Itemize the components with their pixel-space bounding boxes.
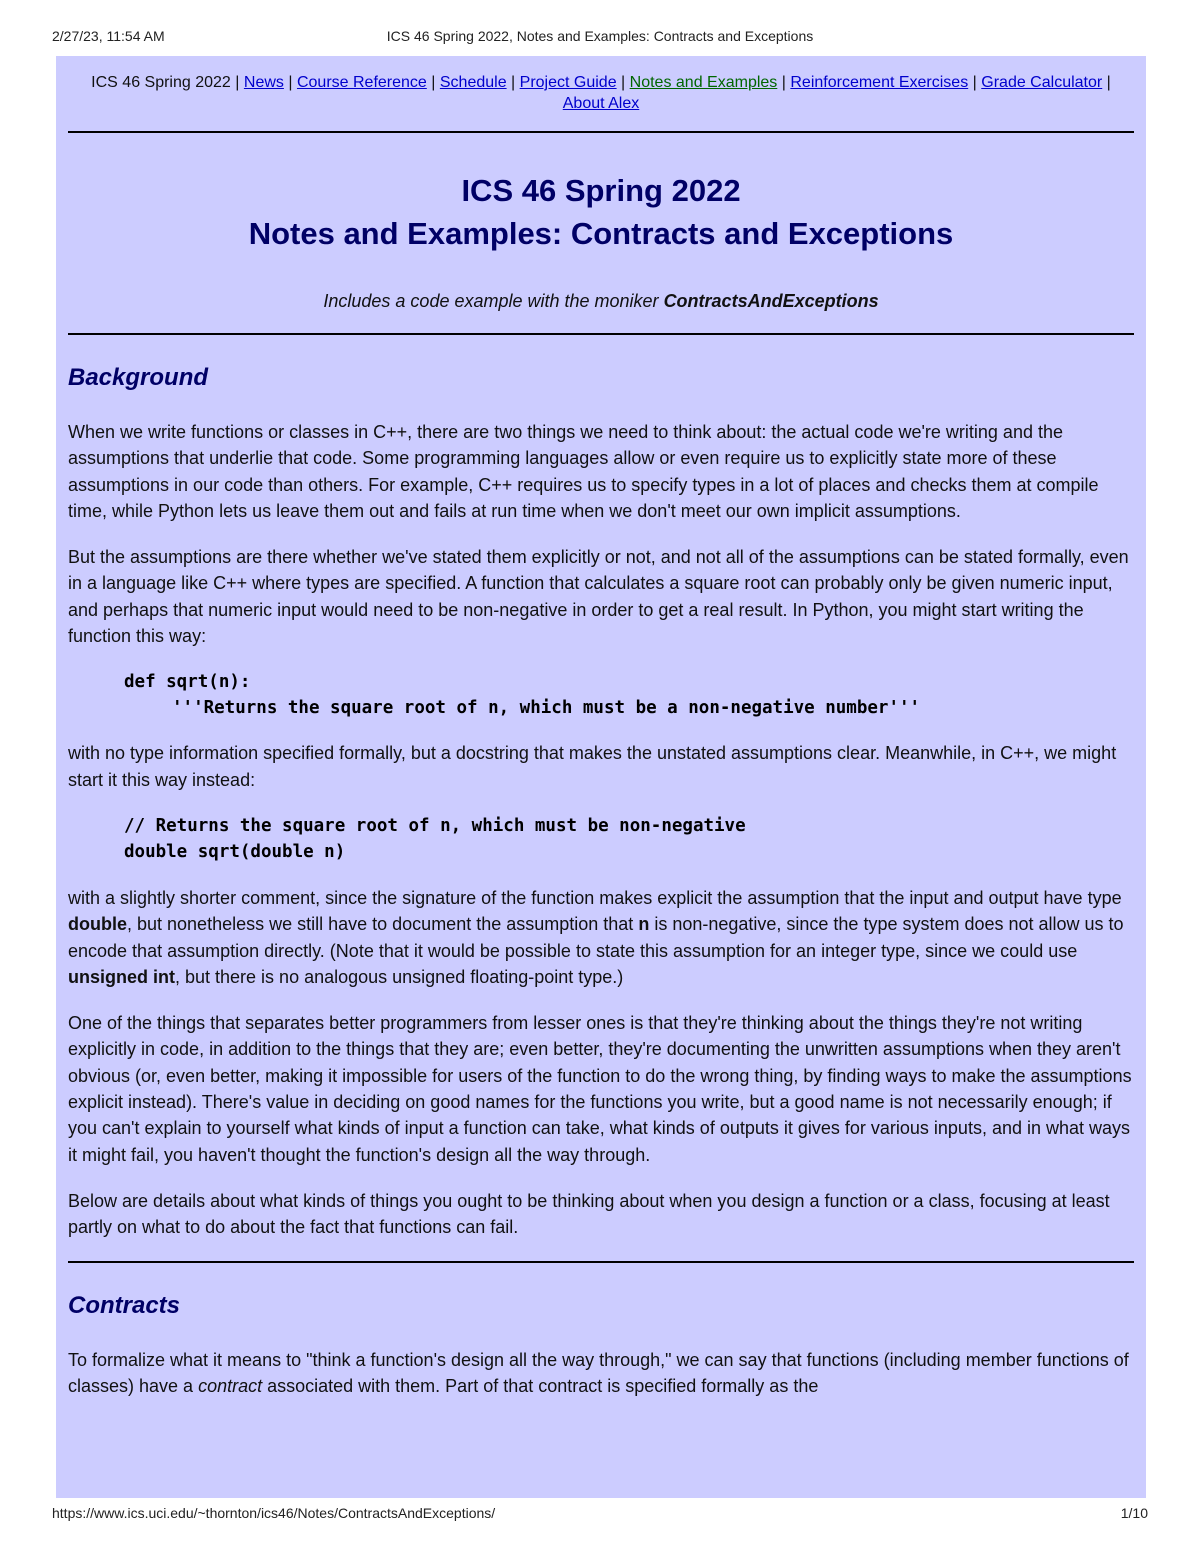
paragraph: But the assumptions are there whether we've stated them explicitly or not, and not all of the assumptions can be stated formally, even in a language like C++ where types are specified. A function that calculates a square root can probably only be given numeric input, and perhaps that numeric input would need to be non-negative in order to get a real result. In Python, you might start writing the function this way: [68,547,1129,647]
text-run: with a slightly shorter comment, since the signature of the function makes explicit the assumption that the input and output have type [68,887,1122,908]
nav-separator: | [235,74,240,91]
nav-link-course-reference[interactable]: Course Reference [296,74,427,91]
page-title [68,169,1134,255]
inline-code: unsigned int [68,966,175,987]
text-run: is non-negative, since the type system does not allow us to encode that assumption directly. (Note that it would be possible to state this assumption for an integer type, since we could use [68,914,1124,961]
nav-link-about-alex[interactable]: About Alex [562,95,640,112]
inline-code: n [638,914,650,935]
subtitle-prefix: Includes a code example with the moniker [323,291,664,311]
nav-separator: | [431,74,436,91]
code-line: double sqrt(double n) [124,841,346,862]
section-heading-contracts: Contracts [68,1291,181,1319]
nav-link-project-guide[interactable]: Project Guide [519,74,617,91]
nav-link-schedule[interactable]: Schedule [439,74,507,91]
paragraph: with no type information specified formally, but a docstring that makes the unstated assumptions clear. Meanwhile, in C++, we might start it this way instead: [68,743,1117,790]
print-header [52,28,1148,48]
divider [68,1261,1134,1263]
nav-separator: | [781,74,786,91]
divider [68,333,1134,335]
text-run: To formalize what it means to "think a function's design all the way through," we can say that functions (including member functions of classes) have a [68,1349,1129,1396]
nav-course-label: ICS 46 Spring 2022 [91,74,231,91]
nav-link-notes-and-examples[interactable]: Notes and Examples [629,74,778,91]
print-footer [52,1505,1148,1525]
paragraph [68,1347,1134,1400]
nav-separator: | [621,74,626,91]
top-navigation [68,72,1134,114]
text-run: , but nonetheless we still have to document the assumption that [127,914,639,935]
page-subtitle [68,291,1134,312]
print-datetime: 2/27/23, 11:54 AM [52,28,165,44]
page-content [56,56,1146,1498]
subtitle-moniker: ContractsAndExceptions [663,291,879,311]
emphasis: contract [198,1375,263,1396]
nav-separator: | [511,74,516,91]
nav-link-news[interactable]: News [243,74,284,91]
nav-separator: | [972,74,977,91]
print-title: ICS 46 Spring 2022, Notes and Examples: Contracts and Exceptions [386,28,814,44]
print-page-number: 1/10 [1120,1505,1148,1521]
nav-link-reinforcement-exercises[interactable]: Reinforcement Exercises [790,74,969,91]
paragraph: One of the things that separates better programmers from lesser ones is that they're thinking about the things they're not writing explicitly in code, in addition to the things that they are; even better, they're documenting the unwritten assumptions when they aren't obvious (or, even better, making it impossible for users of the function to do the wrong thing, by finding ways to make the assumptions explicit instead). There's value in deciding on good names for the functions you write, but a good name is not necessarily enough; if you can't explain to yourself what kinds of input a function can take, what kinds of outputs it gives for various inputs, and in what ways it might fail, you haven't thought the function's design all the way through. [68,1013,1132,1165]
paragraph: When we write functions or classes in C++, there are two things we need to think about: the actual code we're writing and the assumptions that underlie that code. Some programming languages allow or even require us to explicitly state more of these assumptions in our code than others. For example, C++ requires us to specify types in a lot of places and checks them at compile time, while Python lets us leave them out and fails at run time when we don't meet our own implicit assumptions. [68,422,1099,521]
divider [68,131,1134,133]
section-heading-background: Background [68,364,209,391]
page-title-line1: ICS 46 Spring 2022 [461,173,741,208]
code-line: def sqrt(n): [124,672,251,693]
paragraph: Below are details about what kinds of things you ought to be thinking about when you design a function or a class, focusing at least partly on what to do about the fact that functions can fail. [68,1190,1110,1238]
code-block-cpp [124,813,1134,865]
code-line: '''Returns the square root of n, which must be a non-negative number''' [172,698,921,719]
code-block-python [124,669,1134,721]
print-url: https://www.ics.uci.edu/~thornton/ics46/Notes/ContractsAndExceptions/ [52,1505,496,1521]
paragraph [68,885,1134,990]
text-run: , but there is no analogous unsigned floating-point type.) [175,966,624,987]
text-run: associated with them. Part of that contract is specified formally as the [262,1375,819,1396]
nav-separator: | [1106,74,1111,91]
page-title-line2: Notes and Examples: Contracts and Exceptions [248,216,954,251]
nav-link-grade-calculator[interactable]: Grade Calculator [981,74,1103,91]
code-line: // Returns the square root of n, which must be non-negative [124,815,746,836]
nav-separator: | [288,74,293,91]
inline-code: double [68,914,127,935]
